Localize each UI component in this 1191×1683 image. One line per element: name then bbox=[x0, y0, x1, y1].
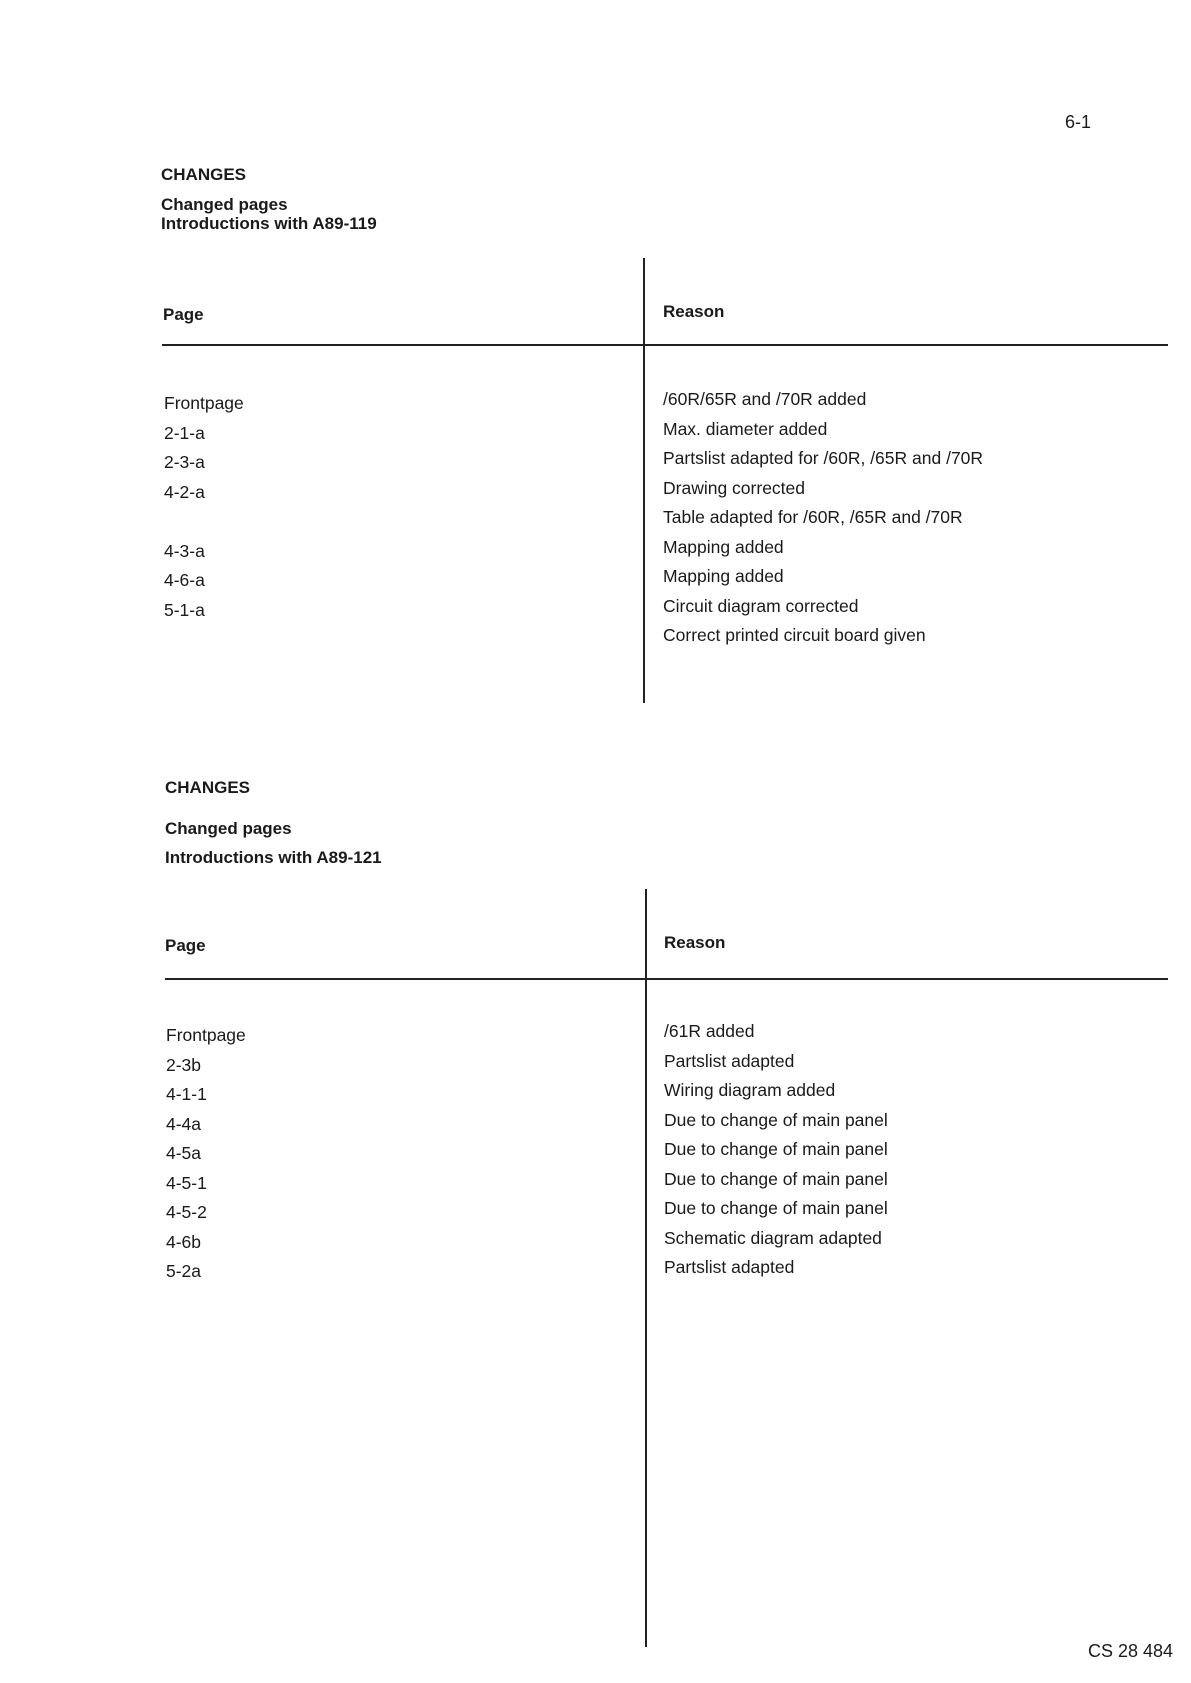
list-item: 2-3-a bbox=[164, 452, 205, 472]
list-item: Due to change of main panel bbox=[664, 1109, 888, 1130]
list-item: Mapping added bbox=[663, 536, 784, 557]
list-item: Due to change of main panel bbox=[664, 1139, 888, 1159]
list-item: Circuit diagram corrected bbox=[663, 595, 859, 616]
list-item: Max. diameter added bbox=[663, 418, 828, 439]
page-list bbox=[164, 389, 244, 625]
list-item: Partslist adapted bbox=[664, 1050, 795, 1071]
column-divider bbox=[643, 258, 645, 703]
list-item: Due to change of main panel bbox=[664, 1198, 888, 1218]
document-code: CS 28 484 bbox=[1088, 1641, 1174, 1661]
header-rule bbox=[162, 344, 1168, 346]
section-heading: CHANGES bbox=[165, 778, 251, 797]
list-item: 4-2-a bbox=[164, 481, 205, 502]
list-item: 4-5-2 bbox=[166, 1202, 207, 1222]
list-item: Schematic diagram adapted bbox=[664, 1227, 882, 1248]
list-item: Table adapted for /60R, /65R and /70R bbox=[663, 507, 963, 527]
column-divider bbox=[645, 889, 647, 1647]
list-item: 4-5-1 bbox=[166, 1172, 207, 1193]
list-item: 4-1-1 bbox=[166, 1084, 207, 1104]
list-item: 4-6-a bbox=[164, 570, 205, 590]
reason-list bbox=[664, 1017, 888, 1283]
section-introduction: Introductions with A89-119 bbox=[161, 214, 377, 233]
section-heading: CHANGES bbox=[161, 165, 247, 184]
list-item: Due to change of main panel bbox=[664, 1168, 888, 1189]
section-introduction: Introductions with A89-121 bbox=[165, 848, 382, 867]
header-rule bbox=[165, 978, 1168, 980]
list-item: Mapping added bbox=[663, 566, 784, 586]
page-number: 6-1 bbox=[1064, 112, 1091, 132]
reason-list bbox=[663, 385, 983, 651]
list-item: 4-4a bbox=[166, 1113, 202, 1134]
list-item: Partslist adapted bbox=[664, 1257, 795, 1277]
list-item: /60R/65R and /70R added bbox=[663, 389, 867, 409]
page-list bbox=[166, 1021, 246, 1287]
list-item: Frontpage bbox=[166, 1025, 246, 1045]
page-column-header: Page bbox=[165, 936, 206, 955]
list-item: Drawing corrected bbox=[663, 477, 805, 498]
list-item: 4-6b bbox=[166, 1231, 202, 1252]
list-item: 2-3b bbox=[166, 1054, 202, 1075]
list-item: Partslist adapted for /60R, /65R and /70R bbox=[663, 448, 984, 468]
list-item: Correct printed circuit board given bbox=[663, 625, 926, 645]
list-item bbox=[164, 507, 244, 537]
list-item: Frontpage bbox=[164, 393, 244, 413]
list-item: /61R added bbox=[664, 1021, 755, 1041]
list-item: 2-1-a bbox=[164, 422, 205, 443]
page-column-header: Page bbox=[163, 305, 204, 324]
reason-column-header: Reason bbox=[663, 302, 725, 321]
reason-column-header: Reason bbox=[664, 933, 726, 952]
section-subheading: Changed pages bbox=[165, 819, 292, 838]
list-item: Wiring diagram added bbox=[664, 1080, 836, 1100]
section-subheading: Changed pages bbox=[161, 195, 288, 214]
list-item: 5-1-a bbox=[164, 599, 205, 620]
list-item: 4-3-a bbox=[164, 540, 205, 561]
list-item: 5-2a bbox=[166, 1261, 202, 1281]
list-item: 4-5a bbox=[166, 1143, 202, 1163]
